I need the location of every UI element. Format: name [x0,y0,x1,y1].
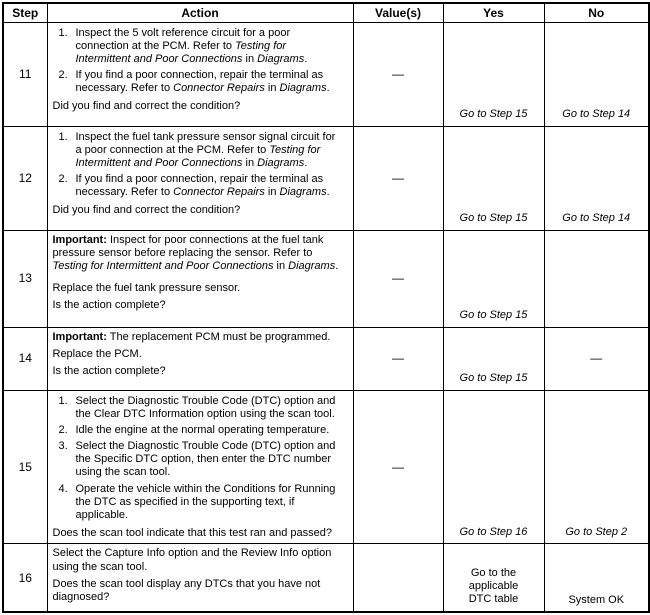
item-number: 1. [58,130,68,143]
text-run: Inspect the 5 volt reference circuit for a poor connection at the PCM. Refer to [75,26,291,52]
step-number: 13 [3,230,47,327]
value-cell: — [353,230,443,327]
no-cell: Go to Step 14 [544,22,649,126]
italic-reference: Testing for Intermittent and Poor Connections [75,39,287,65]
value-cell: — [353,22,443,126]
item-text: Select the Diagnostic Trouble Code (DTC) option and the Specific DTC option, then enter the DTC number using the scan tool. [75,440,336,479]
text-run: . [304,52,308,65]
value-cell: — [353,327,443,390]
italic-reference: Connector Repairs [173,186,265,199]
important-label: Important: [52,330,107,343]
text-run: If you find a poor connection, repair the terminal as necessary. Refer to [75,69,324,95]
no-cell: System OK [544,544,649,612]
action-cell [47,390,353,544]
table-row-step-14 [3,327,649,390]
item-text [76,173,348,199]
action-cell [47,327,353,390]
item-number: 3. [58,440,68,453]
item-number: 1. [58,394,68,407]
item-text: Operate the vehicle within the Conditions for Running the DTC as specified in the supporting text, if applicable. [75,482,336,521]
table-row-step-16 [3,544,649,612]
table-row-step-13 [3,230,649,327]
item-text [76,27,348,67]
column-header-step: Step [3,3,47,22]
action-cell [47,230,353,327]
column-header-no: No [544,3,649,22]
item-text: Idle the engine at the normal operating temperature. [75,423,330,436]
item-text [76,69,348,95]
item-number: 4. [58,482,68,495]
italic-reference: Connector Repairs [173,82,265,95]
text-run: in [273,259,289,272]
text-run: . [335,259,339,272]
text-run: If you find a poor connection, repair the terminal as necessary. Refer to [75,173,324,199]
action-item [59,173,348,199]
step-number: 16 [3,544,47,612]
text-run: in [264,186,280,199]
item-number: 2. [58,423,68,436]
italic-reference: Diagrams [279,82,327,95]
column-header-values: Value(s) [353,3,443,22]
item-number: 2. [58,69,68,82]
action-content [48,127,353,221]
italic-reference: Diagrams [288,259,336,272]
action-item [59,424,348,437]
text-run: . [326,82,330,95]
action-content [48,328,353,386]
action-cell [47,544,353,612]
value-cell [353,544,443,612]
action-item [59,27,348,67]
text-run: The replacement PCM must be programmed. [106,330,331,343]
step-number: 12 [3,126,47,230]
no-cell: Go to Step 2 [544,390,649,544]
value-cell: — [353,126,443,230]
action-question: Does the scan tool display any DTCs that you have not diagnosed? [52,577,321,603]
table-row-step-11 [3,22,649,126]
action-statement: Replace the fuel tank pressure sensor. [52,282,241,295]
column-header-action: Action [47,3,353,22]
yes-cell: Go to Step 16 [443,390,544,544]
step-number: 11 [3,22,47,126]
action-content [48,23,353,117]
value-cell: — [353,390,443,544]
header-row [3,3,649,22]
table-row-step-15 [3,390,649,544]
item-text [76,131,348,171]
yes-cell: Go to Step 15 [443,126,544,230]
text-run: . [304,156,308,169]
action-question: Did you find and correct the condition? [52,204,241,217]
column-header-yes: Yes [443,3,544,22]
important-label: Important: [52,233,107,246]
important-note [53,331,348,344]
text-run: in [242,156,258,169]
yes-cell [443,544,544,612]
italic-reference: Diagrams [279,186,327,199]
action-item [59,69,348,95]
no-cell [544,230,649,327]
action-item [59,131,348,171]
no-cell: Go to Step 14 [544,126,649,230]
text-run: in [264,82,280,95]
yes-cell-text: Go to the applicable DTC table [468,566,519,605]
action-statement: Replace the PCM. [52,347,142,360]
action-question: Did you find and correct the condition? [52,100,241,113]
action-question: Is the action complete? [52,364,166,377]
text-run: in [242,52,258,65]
yes-cell: Go to Step 15 [443,327,544,390]
action-cell [47,126,353,230]
action-item [59,440,348,480]
item-number: 1. [58,26,68,39]
item-text: Select the Diagnostic Trouble Code (DTC) option and the Clear DTC Information option using the scan tool. [75,394,336,420]
action-question: Is the action complete? [52,299,166,312]
step-number: 14 [3,327,47,390]
action-item [59,395,348,421]
action-content [48,544,353,611]
italic-reference: Diagrams [257,52,305,65]
text-run: . [326,186,330,199]
table-row-step-12 [3,126,649,230]
italic-reference: Testing for Intermittent and Poor Connections [52,259,274,272]
important-note [53,234,348,274]
text-run: Inspect for poor connections at the fuel tank pressure sensor before replacing the sensor. Refer to [52,233,324,259]
italic-reference: Testing for Intermittent and Poor Connections [75,143,321,169]
action-statement: Select the Capture Info option and the Review Info option using the scan tool. [52,547,332,573]
action-cell [47,22,353,126]
action-question: Does the scan tool indicate that this test ran and passed? [52,527,332,540]
diagnostic-table [2,2,650,613]
yes-cell: Go to Step 15 [443,22,544,126]
step-number: 15 [3,390,47,544]
no-cell: — [544,327,649,390]
yes-cell: Go to Step 15 [443,230,544,327]
action-item [59,483,348,523]
italic-reference: Diagrams [257,156,305,169]
text-run: Inspect the fuel tank pressure sensor signal circuit for a poor connection at the PCM. Refer to [75,130,336,156]
action-content [48,391,353,544]
item-number: 2. [58,173,68,186]
action-content [48,231,353,320]
